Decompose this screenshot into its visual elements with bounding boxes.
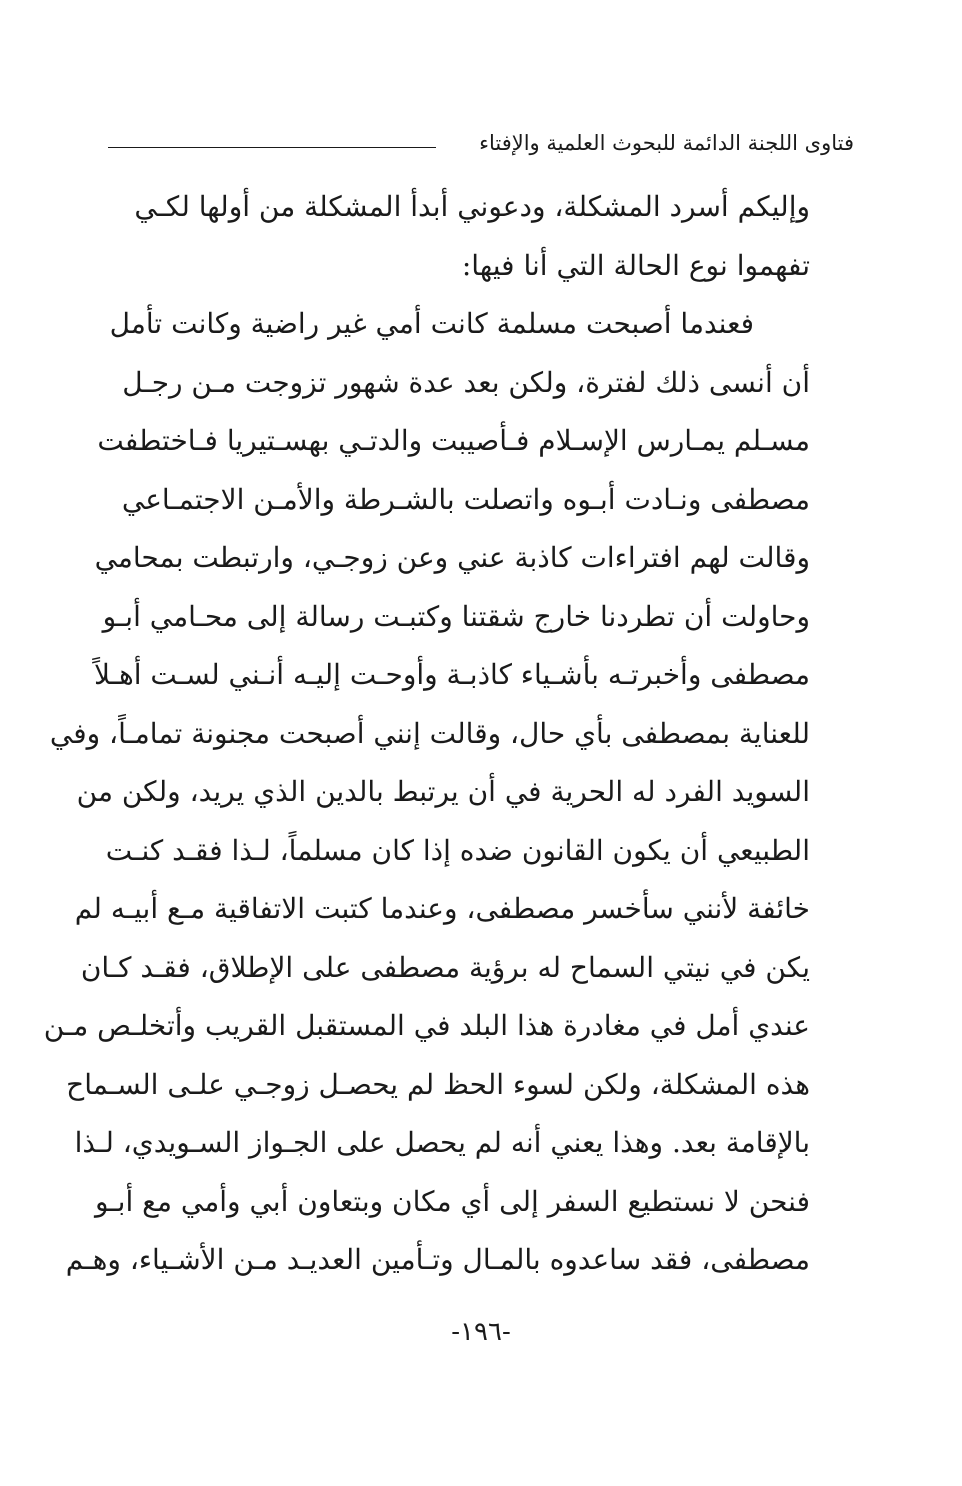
text-line: للعناية بمصطفى بأي حال، وقالت إنني أصبحت مجنونة تمامـاً، وفي (49, 716, 810, 750)
text-line: مصطفى ونـادت أبـوه واتصلت بالشـرطة والأمـن الاجتمـاعي (121, 482, 810, 516)
text-line: فنحن لا نستطيع السفر إلى أي مكان وبتعاون أبي وأمي مع أبـو (94, 1184, 810, 1218)
header-rule (108, 147, 436, 148)
text-line: خائفة لأنني سأخسر مصطفى، وعندما كتبت الاتفاقية مـع أبيـه لم (74, 892, 810, 925)
text-line: أن أنسى ذلك لفترة، ولكن بعد عدة شهور تزوجت مـن رجـل (122, 365, 810, 399)
text-line: السويد الفرد له الحرية في أن يرتبط بالدين الذي يريد، ولكن من (76, 775, 810, 808)
running-title: فتاوى اللجنة الدائمة للبحوث العلمية والإفتاء (479, 131, 854, 155)
text-line: وإليكم أسرد المشكلة، ودعوني أبدأ المشكلة من أولها لكـي (134, 190, 810, 223)
text-line: عندي أمل في مغادرة هذا البلد في المستقبل القريب وأتخلـص مـن (43, 1009, 810, 1042)
body-text (43, 178, 810, 1290)
text-line: مسـلم يمـارس الإسـلام فـأصيبت والدتـي بهسـتيريا فـاختطفت (97, 424, 810, 457)
page-number: -١٩٦- (451, 1317, 511, 1347)
running-header (108, 128, 854, 158)
text-line: مصطفى، فقد ساعدوه بالمـال وتـأمين العديـد مـن الأشـياء، وهـم (65, 1243, 810, 1276)
text-line: مصطفى وأخبرتـه بأشـياء كاذبـة وأوحـت إليـه أنـني لسـت أهـلاً (94, 658, 810, 691)
text-line: فعندما أصبحت مسلمة كانت أمي غير راضية وكانت تأمل (109, 307, 754, 340)
text-line: الطبيعي أن يكون القانون ضده إذا كان مسلماً، لـذا فقـد كنـت (105, 833, 810, 867)
text-line: وقالت لهم افتراءات كاذبة عني وعن زوجـي، وارتبطت بمحامي (94, 541, 810, 574)
text-line: تفهموا نوع الحالة التي أنا فيها: (461, 248, 810, 282)
text-line: يكن في نيتي السماح له برؤية مصطفى على الإطلاق، فقـد كـان (80, 950, 810, 984)
text-line: وحاولت أن تطردنا خارج شقتنا وكتبـت رسالة إلى محـامي أبـو (102, 599, 810, 633)
text-line: هذه المشكلة، ولكن لسوء الحظ لم يحصـل زوجـي علـى السـماح (66, 1067, 810, 1101)
text-line: بالإقامة بعد. وهذا يعني أنه لم يحصل على الجـواز السـويدي، لـذا (74, 1126, 810, 1159)
